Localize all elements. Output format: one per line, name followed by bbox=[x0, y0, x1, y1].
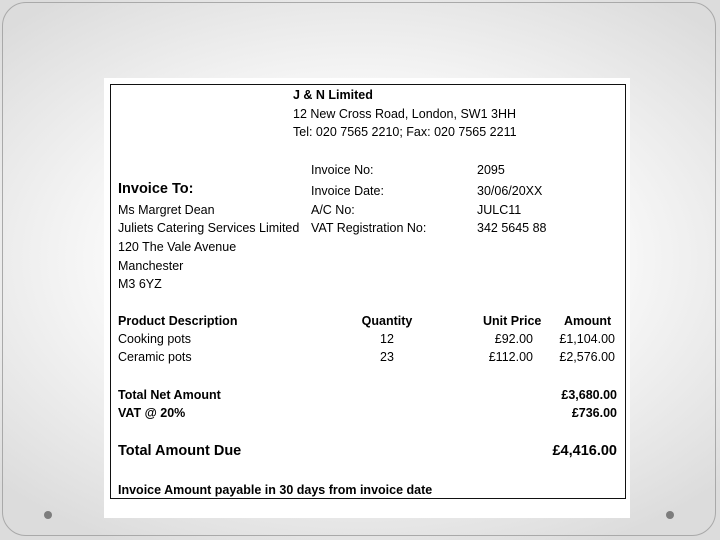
invoice-date-label: Invoice Date: bbox=[311, 184, 384, 198]
bill-to-line: 120 The Vale Avenue bbox=[118, 240, 237, 254]
row-quantity: 12 bbox=[380, 332, 394, 346]
row-amount: £1,104.00 bbox=[559, 332, 615, 346]
bill-to-line: M3 6YZ bbox=[118, 277, 162, 291]
bill-to-heading: Invoice To: bbox=[118, 181, 194, 197]
vat-label: VAT @ 20% bbox=[118, 406, 186, 420]
slide-bullet-dot-left bbox=[44, 511, 52, 519]
vat-reg-label: VAT Registration No: bbox=[311, 221, 427, 235]
vat-value: £736.00 bbox=[571, 406, 617, 420]
total-due-value: £4,416.00 bbox=[552, 443, 617, 459]
col-header-unit-price: Unit Price bbox=[483, 314, 542, 328]
account-no-value: JULC11 bbox=[477, 203, 522, 217]
payment-terms-note: Invoice Amount payable in 30 days from invoice date bbox=[118, 483, 433, 497]
company-address: 12 New Cross Road, London, SW1 3HH bbox=[293, 107, 517, 121]
col-header-quantity: Quantity bbox=[361, 314, 413, 328]
bill-to-line: Manchester bbox=[118, 259, 184, 273]
bill-to-line: Juliets Catering Services Limited bbox=[118, 221, 300, 235]
total-net-value: £3,680.00 bbox=[561, 388, 617, 402]
total-net-label: Total Net Amount bbox=[118, 388, 221, 402]
row-description: Cooking pots bbox=[118, 332, 191, 346]
invoice-date-value: 30/06/20XX bbox=[477, 184, 543, 198]
invoice-no-value: 2095 bbox=[477, 163, 505, 177]
col-header-description: Product Description bbox=[118, 314, 238, 328]
account-no-label: A/C No: bbox=[311, 203, 355, 217]
company-contact: Tel: 020 7565 2210; Fax: 020 7565 2211 bbox=[293, 125, 517, 139]
vat-reg-value: 342 5645 88 bbox=[477, 221, 547, 235]
invoice-box bbox=[110, 84, 626, 499]
row-amount: £2,576.00 bbox=[559, 350, 615, 364]
company-name: J & N Limited bbox=[293, 88, 373, 102]
bill-to-line: Ms Margret Dean bbox=[118, 203, 215, 217]
slide-bullet-dot-right bbox=[666, 511, 674, 519]
invoice-no-label: Invoice No: bbox=[311, 163, 374, 177]
row-description: Ceramic pots bbox=[118, 350, 192, 364]
col-header-amount: Amount bbox=[564, 314, 612, 328]
row-unit-price: £112.00 bbox=[488, 350, 533, 364]
row-unit-price: £92.00 bbox=[494, 332, 533, 346]
row-quantity: 23 bbox=[380, 350, 394, 364]
total-due-label: Total Amount Due bbox=[118, 443, 242, 459]
